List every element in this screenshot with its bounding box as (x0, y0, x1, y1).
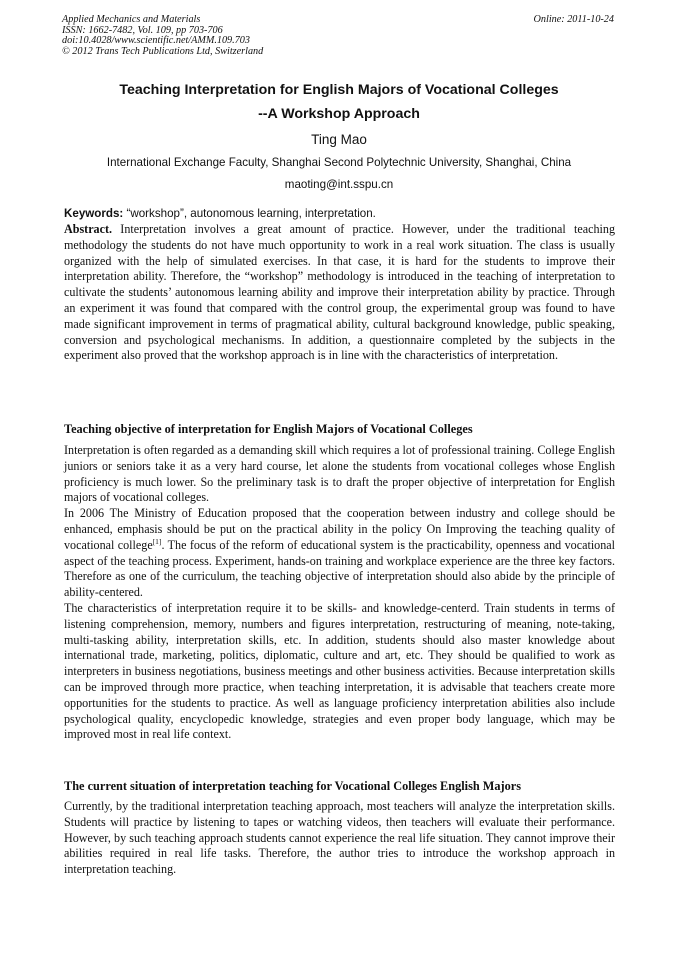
abstract (64, 222, 615, 364)
paragraph-text: In 2006 The Ministry of Education proposed that the cooperation between industry and college should be enhanced, emphasis should be put on the practical ability in the policy On Improving the teaching quality of vocational college (64, 506, 615, 552)
issn-line: ISSN: 1662-7482, Vol. 109, pp 703-706 (62, 24, 223, 36)
keywords-label: Keywords: (64, 207, 124, 220)
citation-ref: [1] (152, 536, 162, 546)
paper-title-line1: Teaching Interpretation for English Majors of Vocational Colleges (119, 82, 559, 98)
journal-name: Applied Mechanics and Materials (62, 14, 201, 25)
keywords-text: “workshop”, autonomous learning, interpretation. (123, 207, 376, 220)
paragraph: Currently, by the traditional interpretation teaching approach, most teachers will analyze the interpretation skills. Students will practice by listening to tapes or watching videos, then teachers will evaluate their performance. However, by such teaching approach students cannot experience the real life situation. They cannot improve their abilities required in real life tasks. Therefore, the author tries to introduce the workshop approach in interpretation teaching. (64, 799, 615, 877)
paragraph (64, 506, 615, 601)
paper-title-line2: --A Workshop Approach (258, 106, 420, 122)
section-heading: The current situation of interpretation teaching for Vocational Colleges English Majors (64, 779, 522, 793)
section-heading: Teaching objective of interpretation for English Majors of Vocational Colleges (64, 422, 473, 436)
author-email: maoting@int.sspu.cn (284, 178, 394, 191)
section-body (64, 443, 615, 743)
doi-line: doi:10.4028/www.scientific.net/AMM.109.703 (62, 35, 250, 47)
abstract-label: Abstract. (64, 222, 113, 236)
author-affiliation: International Exchange Faculty, Shanghai Second Polytechnic University, Shanghai, China (106, 156, 572, 169)
paragraph: The characteristics of interpretation require it to be skills- and knowledge-centerd. Train students in terms of listening comprehension, memory, numbers and figures interpretation, restructuring of meaning, note-taking, multi-tasking ability, interpretation skills, etc. In addition, students should also master knowledge about international trade, marketing, politics, diplomatic, culture and art, etc. They should be qualified to work as interpreters in business negotiations, business meetings and other business activities. Because interpretation skills can be improved through more practice, when teaching interpretation, it is advisable that teachers create more opportunities for the students to practice. As well as language proficiency interpretation abilities also include psychological quality, encyclopedic knowledge, strategies and even proper body language, which may be improved most in real life context. (64, 600, 615, 742)
journal-header (62, 15, 263, 57)
paragraph-text: . The focus of the reform of educational system is the practicability, openness and vocational aspect of the teaching process. Experiment, hands-on training and workplace experience are the three key factors. Therefore as one of the curriculum, the teaching objective of interpretation should also abide by the principle of ability-centered. (64, 537, 615, 600)
keywords (64, 206, 616, 221)
author-name: Ting Mao (311, 132, 367, 147)
section-body (64, 799, 615, 878)
abstract-text: Interpretation involves a great amount of practice. However, under the traditional teaching methodology the students do not have much opportunity to work in a real work situation. The class is usually organized with the help of simulated exercises. In that case, it is hard for the students to improve their interpretation ability. Therefore, the “workshop” methodology is introduced in the teaching of interpretation to cultivate the students’ autonomous learning ability and improve their interpretation ability by practice. Through an experiment it was found that compared with the control group, the experimental group was found to have made significant improvement in terms of pragmatical ability, cultural background knowledge, public speaking, conversion and psychological mechanisms. In addition, a questionnaire completed by the subjects in the experiment also proved that the workshop approach is in line with the characteristics of interpretation. (64, 222, 615, 363)
paragraph: Interpretation is often regarded as a demanding skill which requires a lot of professional training. College English juniors or seniors take it as a very hard course, let alone the students from vocational colleges whose English proficiency is much lower. So the preliminary task is to draft the proper objective of interpretation for English majors of vocational colleges. (64, 443, 615, 505)
copyright-line: © 2012 Trans Tech Publications Ltd, Switzerland (62, 45, 264, 57)
online-date: Online: 2011-10-24 (533, 14, 614, 25)
